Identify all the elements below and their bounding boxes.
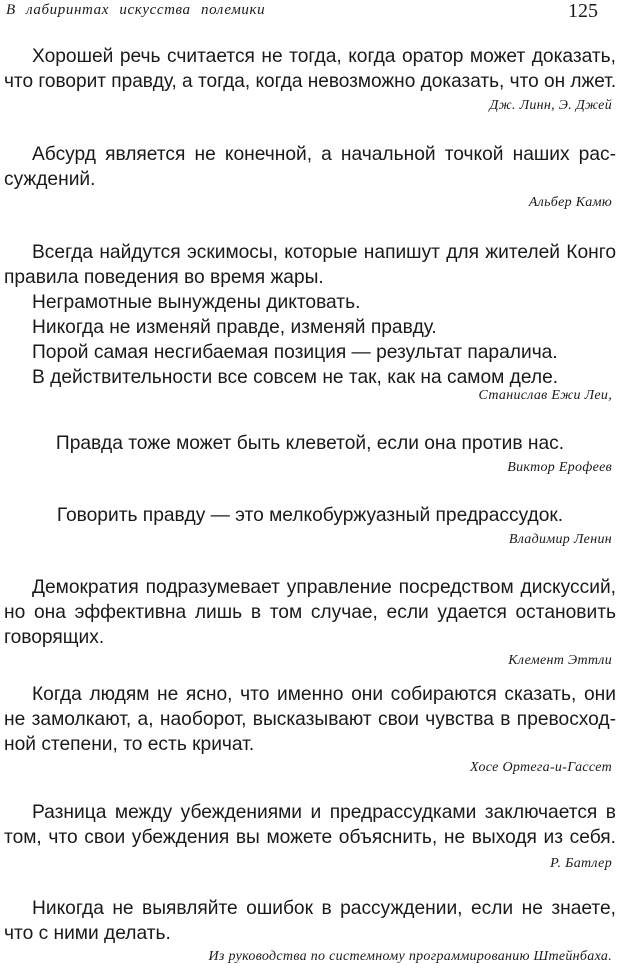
quote-text — [4, 240, 616, 390]
quote-line: но она эффективна лишь в том случае, если удается остановить — [4, 602, 616, 623]
quote-line: говорящих. — [4, 627, 105, 648]
quote-author: Владимир Ленин — [508, 532, 612, 547]
running-head: В лабиринтах искусства полемики — [6, 2, 266, 18]
quote-author: Станислав Ежи Леи, — [478, 388, 612, 403]
quote-author: Р. Батлер — [550, 856, 612, 871]
quote-text — [4, 44, 616, 94]
quote-line: том, что свои убеждения вы можете объяснить, не выходя из себя. — [4, 827, 616, 848]
quote-line: Абсурд является не конечной, а начальной точкой наших рас- — [32, 144, 616, 165]
quote-author: Из руководства по системному программированию Штейнбаха. — [208, 949, 612, 964]
quote-author: Клемент Эттли — [508, 653, 612, 668]
page-number: 125 — [568, 0, 598, 22]
quote-line: Разница между убеждениями и предрассудками заключается в — [32, 802, 616, 823]
quote-line: ной степени, то есть кричат. — [4, 734, 255, 755]
quote-line: Правда тоже может быть клеветой, если она против нас. — [55, 433, 565, 454]
quote-line: Говорить правду — это мелкобуржуазный предрассудок. — [56, 505, 564, 526]
quote-line: В действительности все совсем не так, как на самом деле. — [32, 367, 559, 388]
quote-text — [4, 575, 616, 650]
quote-text — [4, 800, 616, 850]
quote-line: Никогда не изменяй правде, изменяй правду. — [32, 317, 437, 338]
quote-line: Демократия подразумевает управление посредством дискуссий, — [32, 577, 616, 598]
quote-line: не замолкают, а, наоборот, высказывают свои чувства в превосход- — [4, 709, 616, 730]
quote-line: что говорит правду, а тогда, когда невозможно доказать, что он лжет. — [4, 71, 617, 92]
quote-author: Дж. Линн, Э. Джей — [489, 98, 612, 113]
quote-line: Неграмотные вынуждены диктовать. — [32, 292, 361, 313]
quote-text — [4, 142, 616, 192]
quote-author: Виктор Ерофеев — [507, 460, 612, 475]
quote-text — [4, 682, 616, 757]
quote-author: Альбер Камю — [528, 195, 612, 210]
quote-author: Хосе Ортега-и-Гассет — [469, 760, 612, 775]
quote-text — [4, 896, 616, 946]
quote-text — [4, 431, 616, 456]
quote-line: Порой самая несгибаемая позиция — результат паралича. — [32, 342, 558, 363]
quote-line: Никогда не выявляйте ошибок в рассуждении, если не знаете, — [32, 898, 616, 919]
quote-line: Хорошей речь считается не тогда, когда оратор может доказать, — [32, 46, 616, 67]
quote-text — [4, 503, 616, 528]
quote-line: что с ними делать. — [4, 923, 171, 944]
quote-line: Когда людям не ясно, что именно они собираются сказать, они — [32, 684, 616, 705]
quote-line: правила поведения во время жары. — [4, 267, 324, 288]
quote-line: Всегда найдутся эскимосы, которые напишут для жителей Конго — [32, 242, 616, 263]
quote-line: суждений. — [4, 169, 96, 190]
